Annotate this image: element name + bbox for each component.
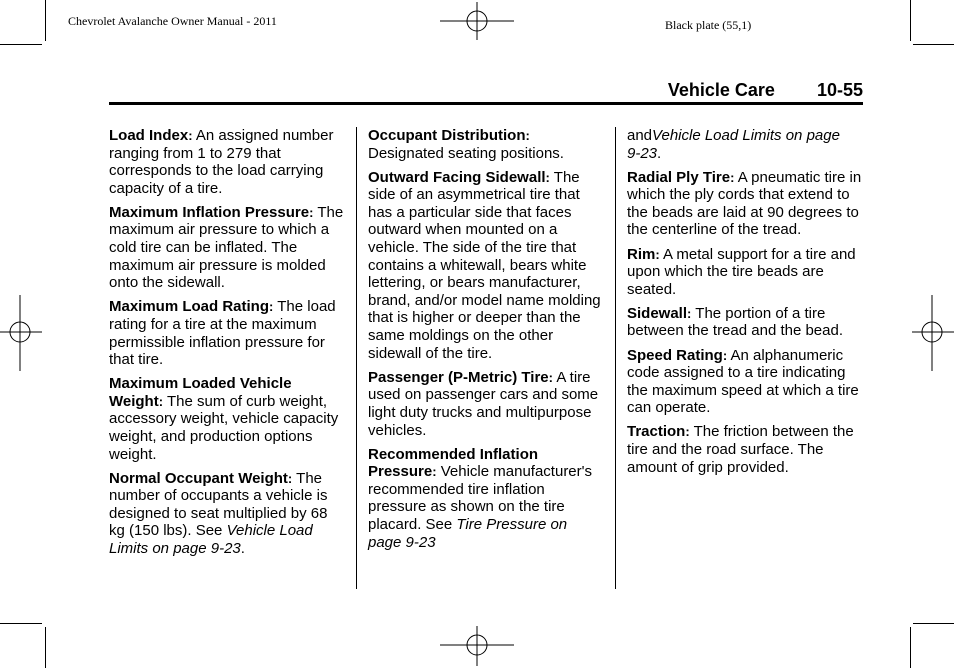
glossary-entry: Sidewall: The portion of a tire between the tread and the bead.: [627, 304, 844, 340]
cross-reference-link[interactable]: Tire Pressure on page 9‑23: [368, 515, 568, 551]
header-rule: [109, 102, 863, 105]
crop-mark: [913, 623, 954, 624]
page-number: 10-55: [816, 80, 863, 100]
glossary-entry: Radial Ply Tire: A pneumatic tire in which the ply cords that extend to the beads are laid at 90 degrees to the centerline of the tread.: [627, 168, 862, 239]
glossary-entry: Maximum Loaded Vehicle Weight: The sum of curb weight, accessory weight, vehicle capacity weight, and production options weight.: [109, 375, 339, 463]
column-2: [368, 127, 604, 558]
crop-mark: [913, 44, 954, 45]
glossary-entry: Recommended Inflation Pressure: Vehicle manufacturer's recommended tire inflation pressure as shown on the tire placard. See Tire Pressure on page 9‑23: [368, 445, 593, 551]
section-title: Vehicle Care: [667, 80, 775, 100]
crop-mark: [0, 44, 42, 45]
crop-mark: [910, 0, 911, 41]
column-3: [627, 127, 863, 483]
cross-reference-link[interactable]: Vehicle Load Limits on page 9‑23: [109, 522, 313, 558]
registration-mark-bottom: [440, 626, 514, 668]
glossary-entry: Normal Occupant Weight: The number of occupants a vehicle is designed to seat multiplied by 68 kg (150 lbs). See Vehicle Load Limits on page 9‑23.: [109, 469, 328, 558]
glossary-entry: Occupant Distribution: Designated seating positions.: [368, 127, 564, 162]
column-1: [109, 127, 345, 564]
crop-mark: [45, 627, 46, 668]
glossary-entry: Maximum Inflation Pressure: The maximum air pressure to which a cold tire can be inflated. The maximum air pressure is molded onto the sidewall.: [109, 203, 344, 292]
glossary-entry: Maximum Load Rating: The load rating for a tire at the maximum permissible inflation pressure for that tire.: [109, 298, 336, 369]
glossary-entry: Passenger (P‑Metric) Tire: A tire used on passenger cars and some light duty trucks and multipurpose vehicles.: [368, 368, 599, 439]
document-title: Chevrolet Avalanche Owner Manual - 2011: [68, 14, 277, 28]
crop-mark: [0, 623, 42, 624]
glossary-entry: Speed Rating: An alphanumeric code assigned to a tire indicating the maximum speed at which a tire can operate.: [627, 346, 859, 417]
plate-label: Black plate (55,1): [665, 18, 752, 32]
glossary-entry: Outward Facing Sidewall: The side of an asymmetrical tire that has a particular side that faces outward when mounted on a vehicle. The side of the tire that contains a whitewall, bears white lettering, or bears manufacturer, brand, and/or model name molding that is higher or deeper than the same moldings on the other sidewall of the tire.: [368, 168, 601, 362]
glossary-entry: Load Index: An assigned number ranging from 1 to 279 that corresponds to the load carrying capacity of a tire.: [109, 127, 334, 197]
column-divider: [615, 127, 616, 589]
registration-mark-left: [0, 295, 44, 371]
cross-reference-link[interactable]: Vehicle Load Limits on page 9‑23: [627, 127, 840, 162]
crop-mark: [910, 627, 911, 668]
crop-mark: [45, 0, 46, 41]
registration-mark-right: [910, 295, 954, 371]
column-divider: [356, 127, 357, 589]
glossary-entry-continued: andVehicle Load Limits on page 9‑23.: [627, 127, 840, 162]
registration-mark-top: [440, 0, 514, 44]
glossary-entry: Traction: The friction between the tire and the road surface. The amount of grip provided.: [627, 423, 854, 476]
glossary-entry: Rim: A metal support for a tire and upon which the tire beads are seated.: [627, 245, 856, 298]
page-header: [109, 80, 863, 101]
